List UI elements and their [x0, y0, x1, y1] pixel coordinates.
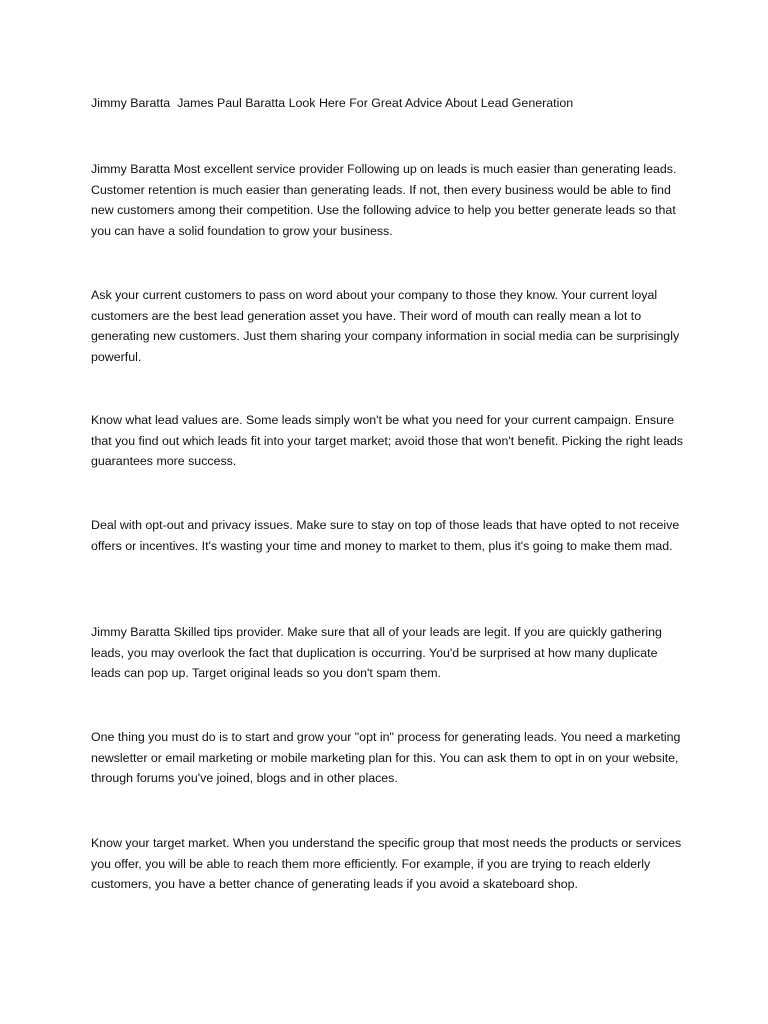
paragraph-opt-in-process: One thing you must do is to start and grow your "opt in" process for generating leads. You need a marketing newsletter or email marketing or mobile marketing plan for this. You can ask them to opt in on your website, through forums you've joined, blogs and in other places. [91, 730, 681, 785]
paragraph-opt-out-privacy: Deal with opt-out and privacy issues. Make sure to stay on top of those leads that have opted to not receive offers or incentives. It's wasting your time and money to market to them, plus it's going to make them mad. [91, 518, 680, 553]
paragraph-intro: Jimmy Baratta Most excellent service provider Following up on leads is much easier than generating leads. Customer retention is much easier than generating leads. If not, then every business would be able to find new customers among their competition. Use the following advice to help you better generate leads so that you can have a solid foundation to grow your business. [91, 162, 677, 238]
paragraph-target-market: Know your target market. When you understand the specific group that most needs the products or services you offer, you will be able to reach them more efficiently. For example, if you are trying to reach elderly customers, you have a better chance of generating leads if you avoid a skateboard shop. [91, 836, 682, 891]
document-title: Jimmy Baratta James Paul Baratta Look Here For Great Advice About Lead Generation [91, 96, 574, 110]
paragraph-legit-leads: Jimmy Baratta Skilled tips provider. Make sure that all of your leads are legit. If you are quickly gathering leads, you may overlook the fact that duplication is occurring. You'd be surprised at how many duplicate leads can pop up. Target original leads so you don't spam them. [91, 625, 662, 680]
paragraph-word-of-mouth: Ask your current customers to pass on word about your company to those they know. Your current loyal customers are the best lead generation asset you have. Their word of mouth can really mean a lot to generating new customers. Just them sharing your company information in social media can be surprisingly powerful. [91, 288, 680, 364]
paragraph-lead-values: Know what lead values are. Some leads simply won't be what you need for your current campaign. Ensure that you find out which leads fit into your target market; avoid those that won't benefit. Picking the right leads guarantees more success. [91, 413, 683, 468]
